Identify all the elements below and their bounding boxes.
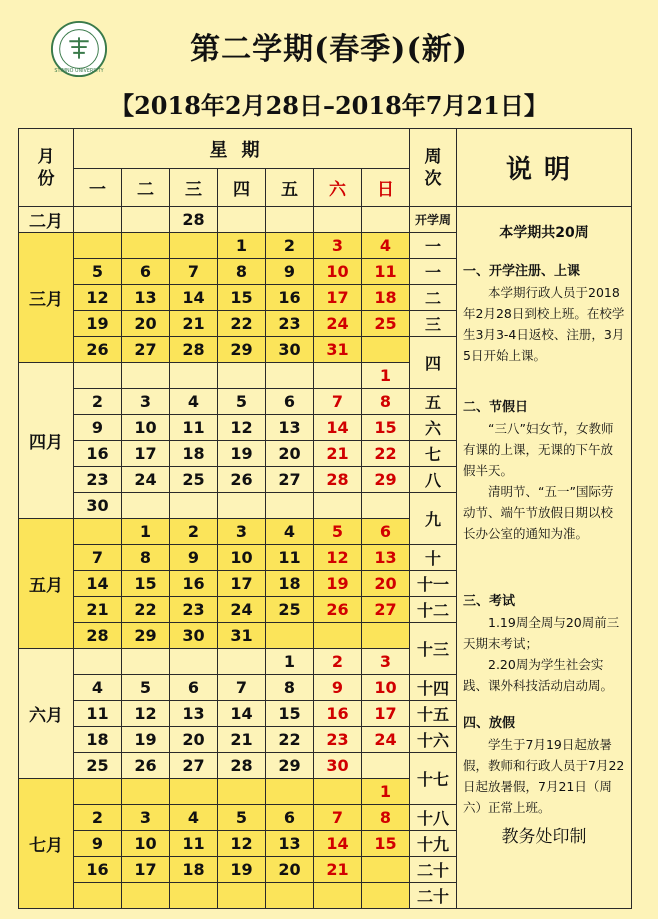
notes-paragraph: “三八”妇女节，女教师有课的上课，无课的下午放假半天。 bbox=[463, 421, 614, 478]
day-cell bbox=[362, 207, 410, 233]
day-cell bbox=[122, 493, 170, 519]
day-cell: 26 bbox=[74, 337, 122, 363]
week-number-cell: 十一 bbox=[410, 571, 457, 597]
semester-total-weeks: 本学期共20周 bbox=[499, 225, 589, 241]
day-cell: 12 bbox=[218, 831, 266, 857]
day-cell: 2 bbox=[266, 233, 314, 259]
day-cell: 18 bbox=[170, 857, 218, 883]
week-number-header bbox=[410, 129, 457, 207]
day-cell bbox=[266, 493, 314, 519]
day-cell: 17 bbox=[362, 701, 410, 727]
day-cell: 1 bbox=[266, 649, 314, 675]
day-cell bbox=[170, 363, 218, 389]
day-cell: 24 bbox=[122, 467, 170, 493]
day-cell: 29 bbox=[266, 753, 314, 779]
week-number-cell: 十八 bbox=[410, 805, 457, 831]
day-cell: 6 bbox=[266, 805, 314, 831]
day-cell: 7 bbox=[314, 805, 362, 831]
day-cell bbox=[362, 857, 410, 883]
day-cell: 14 bbox=[74, 571, 122, 597]
day-cell bbox=[218, 779, 266, 805]
day-cell: 10 bbox=[122, 831, 170, 857]
day-cell: 22 bbox=[362, 441, 410, 467]
day-cell: 20 bbox=[266, 857, 314, 883]
day-cell: 30 bbox=[170, 623, 218, 649]
day-cell: 13 bbox=[266, 831, 314, 857]
calendar-week-row bbox=[19, 207, 632, 233]
day-cell: 13 bbox=[362, 545, 410, 571]
day-cell: 28 bbox=[74, 623, 122, 649]
day-cell: 25 bbox=[170, 467, 218, 493]
svg-text:STIMNO UNIVERSITY: STIMNO UNIVERSITY bbox=[54, 69, 104, 75]
day-cell: 6 bbox=[170, 675, 218, 701]
day-cell: 4 bbox=[74, 675, 122, 701]
day-cell: 11 bbox=[170, 831, 218, 857]
week-number-cell: 十六 bbox=[410, 727, 457, 753]
week-group-header: 星期 bbox=[74, 129, 410, 169]
day-cell: 6 bbox=[122, 259, 170, 285]
day-cell bbox=[122, 363, 170, 389]
weekday-header-2: 二 bbox=[122, 169, 170, 207]
notes-paragraph: 清明节、“五一”国际劳动节、端午节放假日期以校长办公室的通知为准。 bbox=[463, 484, 614, 541]
week-number-cell: 八 bbox=[410, 467, 457, 493]
day-cell: 11 bbox=[362, 259, 410, 285]
day-cell: 26 bbox=[122, 753, 170, 779]
day-cell bbox=[74, 649, 122, 675]
day-cell bbox=[170, 493, 218, 519]
day-cell bbox=[314, 493, 362, 519]
month-label: 四月 bbox=[19, 363, 74, 519]
week-number-cell: 十三 bbox=[410, 623, 457, 675]
week-number-cell: 九 bbox=[410, 493, 457, 545]
weekday-header-4: 四 bbox=[218, 169, 266, 207]
notes-paragraph: 1.19周全周与20周前三天期末考试； bbox=[463, 615, 620, 651]
day-cell: 28 bbox=[170, 337, 218, 363]
notes-paragraph: 本学期行政人员于2018年2月28日到校上班。在校学生3月3-4日返校、注册，3月5日开始上课。 bbox=[463, 285, 625, 363]
month-label: 七月 bbox=[19, 779, 74, 909]
notes-panel bbox=[457, 207, 632, 909]
day-cell: 28 bbox=[218, 753, 266, 779]
day-cell: 11 bbox=[74, 701, 122, 727]
notes-section-heading: 二、节假日 bbox=[463, 400, 529, 415]
notes-header: 说明 bbox=[457, 129, 632, 207]
day-cell: 11 bbox=[170, 415, 218, 441]
day-cell bbox=[218, 649, 266, 675]
day-cell: 22 bbox=[218, 311, 266, 337]
day-cell bbox=[122, 233, 170, 259]
day-cell: 1 bbox=[362, 779, 410, 805]
day-cell: 2 bbox=[314, 649, 362, 675]
weekday-header-6: 六 bbox=[314, 169, 362, 207]
day-cell: 6 bbox=[266, 389, 314, 415]
day-cell: 18 bbox=[170, 441, 218, 467]
day-cell: 3 bbox=[314, 233, 362, 259]
day-cell bbox=[362, 623, 410, 649]
day-cell: 31 bbox=[314, 337, 362, 363]
day-cell: 10 bbox=[218, 545, 266, 571]
notes-paragraph: 2.20周为学生社会实践、课外科技活动启动周。 bbox=[463, 657, 614, 693]
day-cell: 7 bbox=[74, 545, 122, 571]
day-cell: 15 bbox=[266, 701, 314, 727]
day-cell: 22 bbox=[266, 727, 314, 753]
day-cell: 1 bbox=[218, 233, 266, 259]
month-header bbox=[19, 129, 74, 207]
day-cell bbox=[266, 779, 314, 805]
day-cell: 27 bbox=[362, 597, 410, 623]
day-cell: 12 bbox=[74, 285, 122, 311]
notes-section-heading: 四、放假 bbox=[463, 716, 516, 731]
day-cell: 17 bbox=[122, 441, 170, 467]
week-number-cell: 十二 bbox=[410, 597, 457, 623]
day-cell bbox=[122, 883, 170, 909]
week-number-cell: 十七 bbox=[410, 753, 457, 805]
day-cell: 26 bbox=[218, 467, 266, 493]
notes-section-heading: 三、考试 bbox=[463, 594, 516, 609]
printer-credit: 教务处印制 bbox=[501, 827, 587, 847]
day-cell: 7 bbox=[218, 675, 266, 701]
day-cell: 25 bbox=[74, 753, 122, 779]
day-cell: 3 bbox=[218, 519, 266, 545]
day-cell: 8 bbox=[362, 389, 410, 415]
day-cell: 31 bbox=[218, 623, 266, 649]
day-cell: 17 bbox=[122, 857, 170, 883]
day-cell: 21 bbox=[170, 311, 218, 337]
page-title: 第二学期(春季)(新) bbox=[190, 32, 468, 67]
day-cell: 4 bbox=[170, 389, 218, 415]
month-label: 三月 bbox=[19, 233, 74, 363]
day-cell bbox=[170, 233, 218, 259]
day-cell bbox=[170, 779, 218, 805]
day-cell: 10 bbox=[362, 675, 410, 701]
day-cell: 14 bbox=[170, 285, 218, 311]
day-cell: 5 bbox=[122, 675, 170, 701]
day-cell: 21 bbox=[74, 597, 122, 623]
day-cell bbox=[266, 623, 314, 649]
day-cell: 29 bbox=[122, 623, 170, 649]
day-cell: 23 bbox=[74, 467, 122, 493]
week-number-cell: 二 bbox=[410, 285, 457, 311]
month-header-label: 月份 bbox=[37, 146, 55, 189]
day-cell: 7 bbox=[314, 389, 362, 415]
day-cell: 9 bbox=[74, 831, 122, 857]
day-cell: 13 bbox=[170, 701, 218, 727]
day-cell: 18 bbox=[74, 727, 122, 753]
day-cell: 11 bbox=[266, 545, 314, 571]
day-cell bbox=[314, 207, 362, 233]
day-cell: 13 bbox=[266, 415, 314, 441]
notes-paragraph: 学生于7月19日起放暑假，教师和行政人员于7月22日起放暑假，7月21日（周六）正常上班。 bbox=[463, 737, 625, 815]
day-cell: 5 bbox=[218, 805, 266, 831]
day-cell: 17 bbox=[314, 285, 362, 311]
week-number-header-label: 周次 bbox=[424, 146, 442, 189]
day-cell: 15 bbox=[122, 571, 170, 597]
day-cell bbox=[122, 207, 170, 233]
day-cell: 8 bbox=[266, 675, 314, 701]
day-cell: 4 bbox=[362, 233, 410, 259]
day-cell: 28 bbox=[170, 207, 218, 233]
day-cell: 30 bbox=[266, 337, 314, 363]
day-cell bbox=[170, 649, 218, 675]
day-cell: 30 bbox=[74, 493, 122, 519]
notes-section-heading: 一、开学注册、上课 bbox=[463, 264, 581, 279]
month-label: 二月 bbox=[19, 207, 74, 233]
day-cell bbox=[218, 207, 266, 233]
day-cell: 23 bbox=[170, 597, 218, 623]
day-cell: 21 bbox=[314, 857, 362, 883]
day-cell: 21 bbox=[218, 727, 266, 753]
day-cell bbox=[74, 363, 122, 389]
day-cell bbox=[122, 779, 170, 805]
month-label: 六月 bbox=[19, 649, 74, 779]
weekday-header-3: 三 bbox=[170, 169, 218, 207]
day-cell: 8 bbox=[218, 259, 266, 285]
day-cell: 23 bbox=[314, 727, 362, 753]
day-cell bbox=[74, 519, 122, 545]
day-cell: 8 bbox=[362, 805, 410, 831]
notes-section bbox=[463, 261, 625, 366]
day-cell: 29 bbox=[362, 467, 410, 493]
day-cell: 20 bbox=[266, 441, 314, 467]
day-cell: 24 bbox=[218, 597, 266, 623]
notes-section bbox=[463, 713, 625, 818]
day-cell: 14 bbox=[314, 415, 362, 441]
day-cell bbox=[314, 623, 362, 649]
week-number-cell: 六 bbox=[410, 415, 457, 441]
day-cell: 12 bbox=[122, 701, 170, 727]
day-cell bbox=[170, 883, 218, 909]
day-cell: 6 bbox=[362, 519, 410, 545]
day-cell: 16 bbox=[74, 441, 122, 467]
notes-section bbox=[463, 397, 625, 544]
day-cell: 14 bbox=[314, 831, 362, 857]
day-cell bbox=[266, 207, 314, 233]
day-cell: 8 bbox=[122, 545, 170, 571]
notes-section bbox=[463, 591, 625, 696]
day-cell: 16 bbox=[314, 701, 362, 727]
semester-calendar-table bbox=[18, 128, 632, 909]
day-cell: 10 bbox=[122, 415, 170, 441]
day-cell: 7 bbox=[170, 259, 218, 285]
day-cell: 1 bbox=[122, 519, 170, 545]
week-number-cell: 四 bbox=[410, 337, 457, 389]
day-cell: 20 bbox=[362, 571, 410, 597]
day-cell: 23 bbox=[266, 311, 314, 337]
week-number-cell: 开学周 bbox=[410, 207, 457, 233]
weekday-header-5: 五 bbox=[266, 169, 314, 207]
day-cell bbox=[74, 207, 122, 233]
day-cell: 5 bbox=[314, 519, 362, 545]
week-number-cell: 十四 bbox=[410, 675, 457, 701]
day-cell: 2 bbox=[74, 389, 122, 415]
day-cell: 12 bbox=[218, 415, 266, 441]
date-range-subtitle: 【2018年2月28日–2018年7月21日】 bbox=[110, 91, 548, 120]
day-cell: 17 bbox=[218, 571, 266, 597]
day-cell bbox=[362, 337, 410, 363]
day-cell: 2 bbox=[170, 519, 218, 545]
day-cell: 16 bbox=[170, 571, 218, 597]
day-cell bbox=[122, 649, 170, 675]
day-cell: 5 bbox=[74, 259, 122, 285]
week-number-cell: 二十 bbox=[410, 883, 457, 909]
week-number-cell: 一 bbox=[410, 259, 457, 285]
day-cell bbox=[362, 493, 410, 519]
week-number-cell: 三 bbox=[410, 311, 457, 337]
weekday-header-1: 一 bbox=[74, 169, 122, 207]
day-cell: 27 bbox=[266, 467, 314, 493]
day-cell: 25 bbox=[266, 597, 314, 623]
day-cell bbox=[218, 493, 266, 519]
week-number-cell: 五 bbox=[410, 389, 457, 415]
day-cell: 21 bbox=[314, 441, 362, 467]
day-cell: 3 bbox=[122, 389, 170, 415]
day-cell: 18 bbox=[266, 571, 314, 597]
day-cell: 1 bbox=[362, 363, 410, 389]
day-cell: 15 bbox=[218, 285, 266, 311]
day-cell bbox=[362, 883, 410, 909]
day-cell: 22 bbox=[122, 597, 170, 623]
day-cell bbox=[314, 779, 362, 805]
day-cell: 13 bbox=[122, 285, 170, 311]
day-cell bbox=[266, 883, 314, 909]
day-cell: 28 bbox=[314, 467, 362, 493]
day-cell: 9 bbox=[266, 259, 314, 285]
day-cell bbox=[74, 779, 122, 805]
day-cell: 18 bbox=[362, 285, 410, 311]
day-cell: 15 bbox=[362, 415, 410, 441]
day-cell: 30 bbox=[314, 753, 362, 779]
day-cell bbox=[314, 883, 362, 909]
day-cell: 27 bbox=[122, 337, 170, 363]
week-number-cell: 十五 bbox=[410, 701, 457, 727]
day-cell: 14 bbox=[218, 701, 266, 727]
week-number-cell: 一 bbox=[410, 233, 457, 259]
day-cell: 5 bbox=[218, 389, 266, 415]
day-cell: 9 bbox=[74, 415, 122, 441]
day-cell bbox=[362, 753, 410, 779]
day-cell: 9 bbox=[170, 545, 218, 571]
day-cell: 4 bbox=[266, 519, 314, 545]
day-cell: 9 bbox=[314, 675, 362, 701]
day-cell: 19 bbox=[314, 571, 362, 597]
page-header bbox=[0, 0, 658, 130]
day-cell: 3 bbox=[362, 649, 410, 675]
day-cell: 20 bbox=[122, 311, 170, 337]
day-cell bbox=[74, 883, 122, 909]
day-cell: 20 bbox=[170, 727, 218, 753]
day-cell: 15 bbox=[362, 831, 410, 857]
day-cell: 25 bbox=[362, 311, 410, 337]
day-cell: 19 bbox=[218, 857, 266, 883]
day-cell: 10 bbox=[314, 259, 362, 285]
notes-content bbox=[457, 207, 631, 881]
day-cell bbox=[266, 363, 314, 389]
day-cell bbox=[314, 363, 362, 389]
week-number-cell: 十九 bbox=[410, 831, 457, 857]
day-cell: 29 bbox=[218, 337, 266, 363]
day-cell: 3 bbox=[122, 805, 170, 831]
day-cell: 2 bbox=[74, 805, 122, 831]
day-cell bbox=[74, 233, 122, 259]
week-number-cell: 七 bbox=[410, 441, 457, 467]
day-cell bbox=[218, 883, 266, 909]
day-cell: 19 bbox=[218, 441, 266, 467]
day-cell bbox=[218, 363, 266, 389]
day-cell: 26 bbox=[314, 597, 362, 623]
day-cell: 19 bbox=[74, 311, 122, 337]
day-cell: 16 bbox=[266, 285, 314, 311]
weekday-header-7: 日 bbox=[362, 169, 410, 207]
month-label: 五月 bbox=[19, 519, 74, 649]
day-cell: 16 bbox=[74, 857, 122, 883]
day-cell: 12 bbox=[314, 545, 362, 571]
week-number-cell: 二十 bbox=[410, 857, 457, 883]
day-cell: 4 bbox=[170, 805, 218, 831]
day-cell: 27 bbox=[170, 753, 218, 779]
day-cell: 24 bbox=[362, 727, 410, 753]
week-number-cell: 十 bbox=[410, 545, 457, 571]
day-cell: 24 bbox=[314, 311, 362, 337]
day-cell: 19 bbox=[122, 727, 170, 753]
